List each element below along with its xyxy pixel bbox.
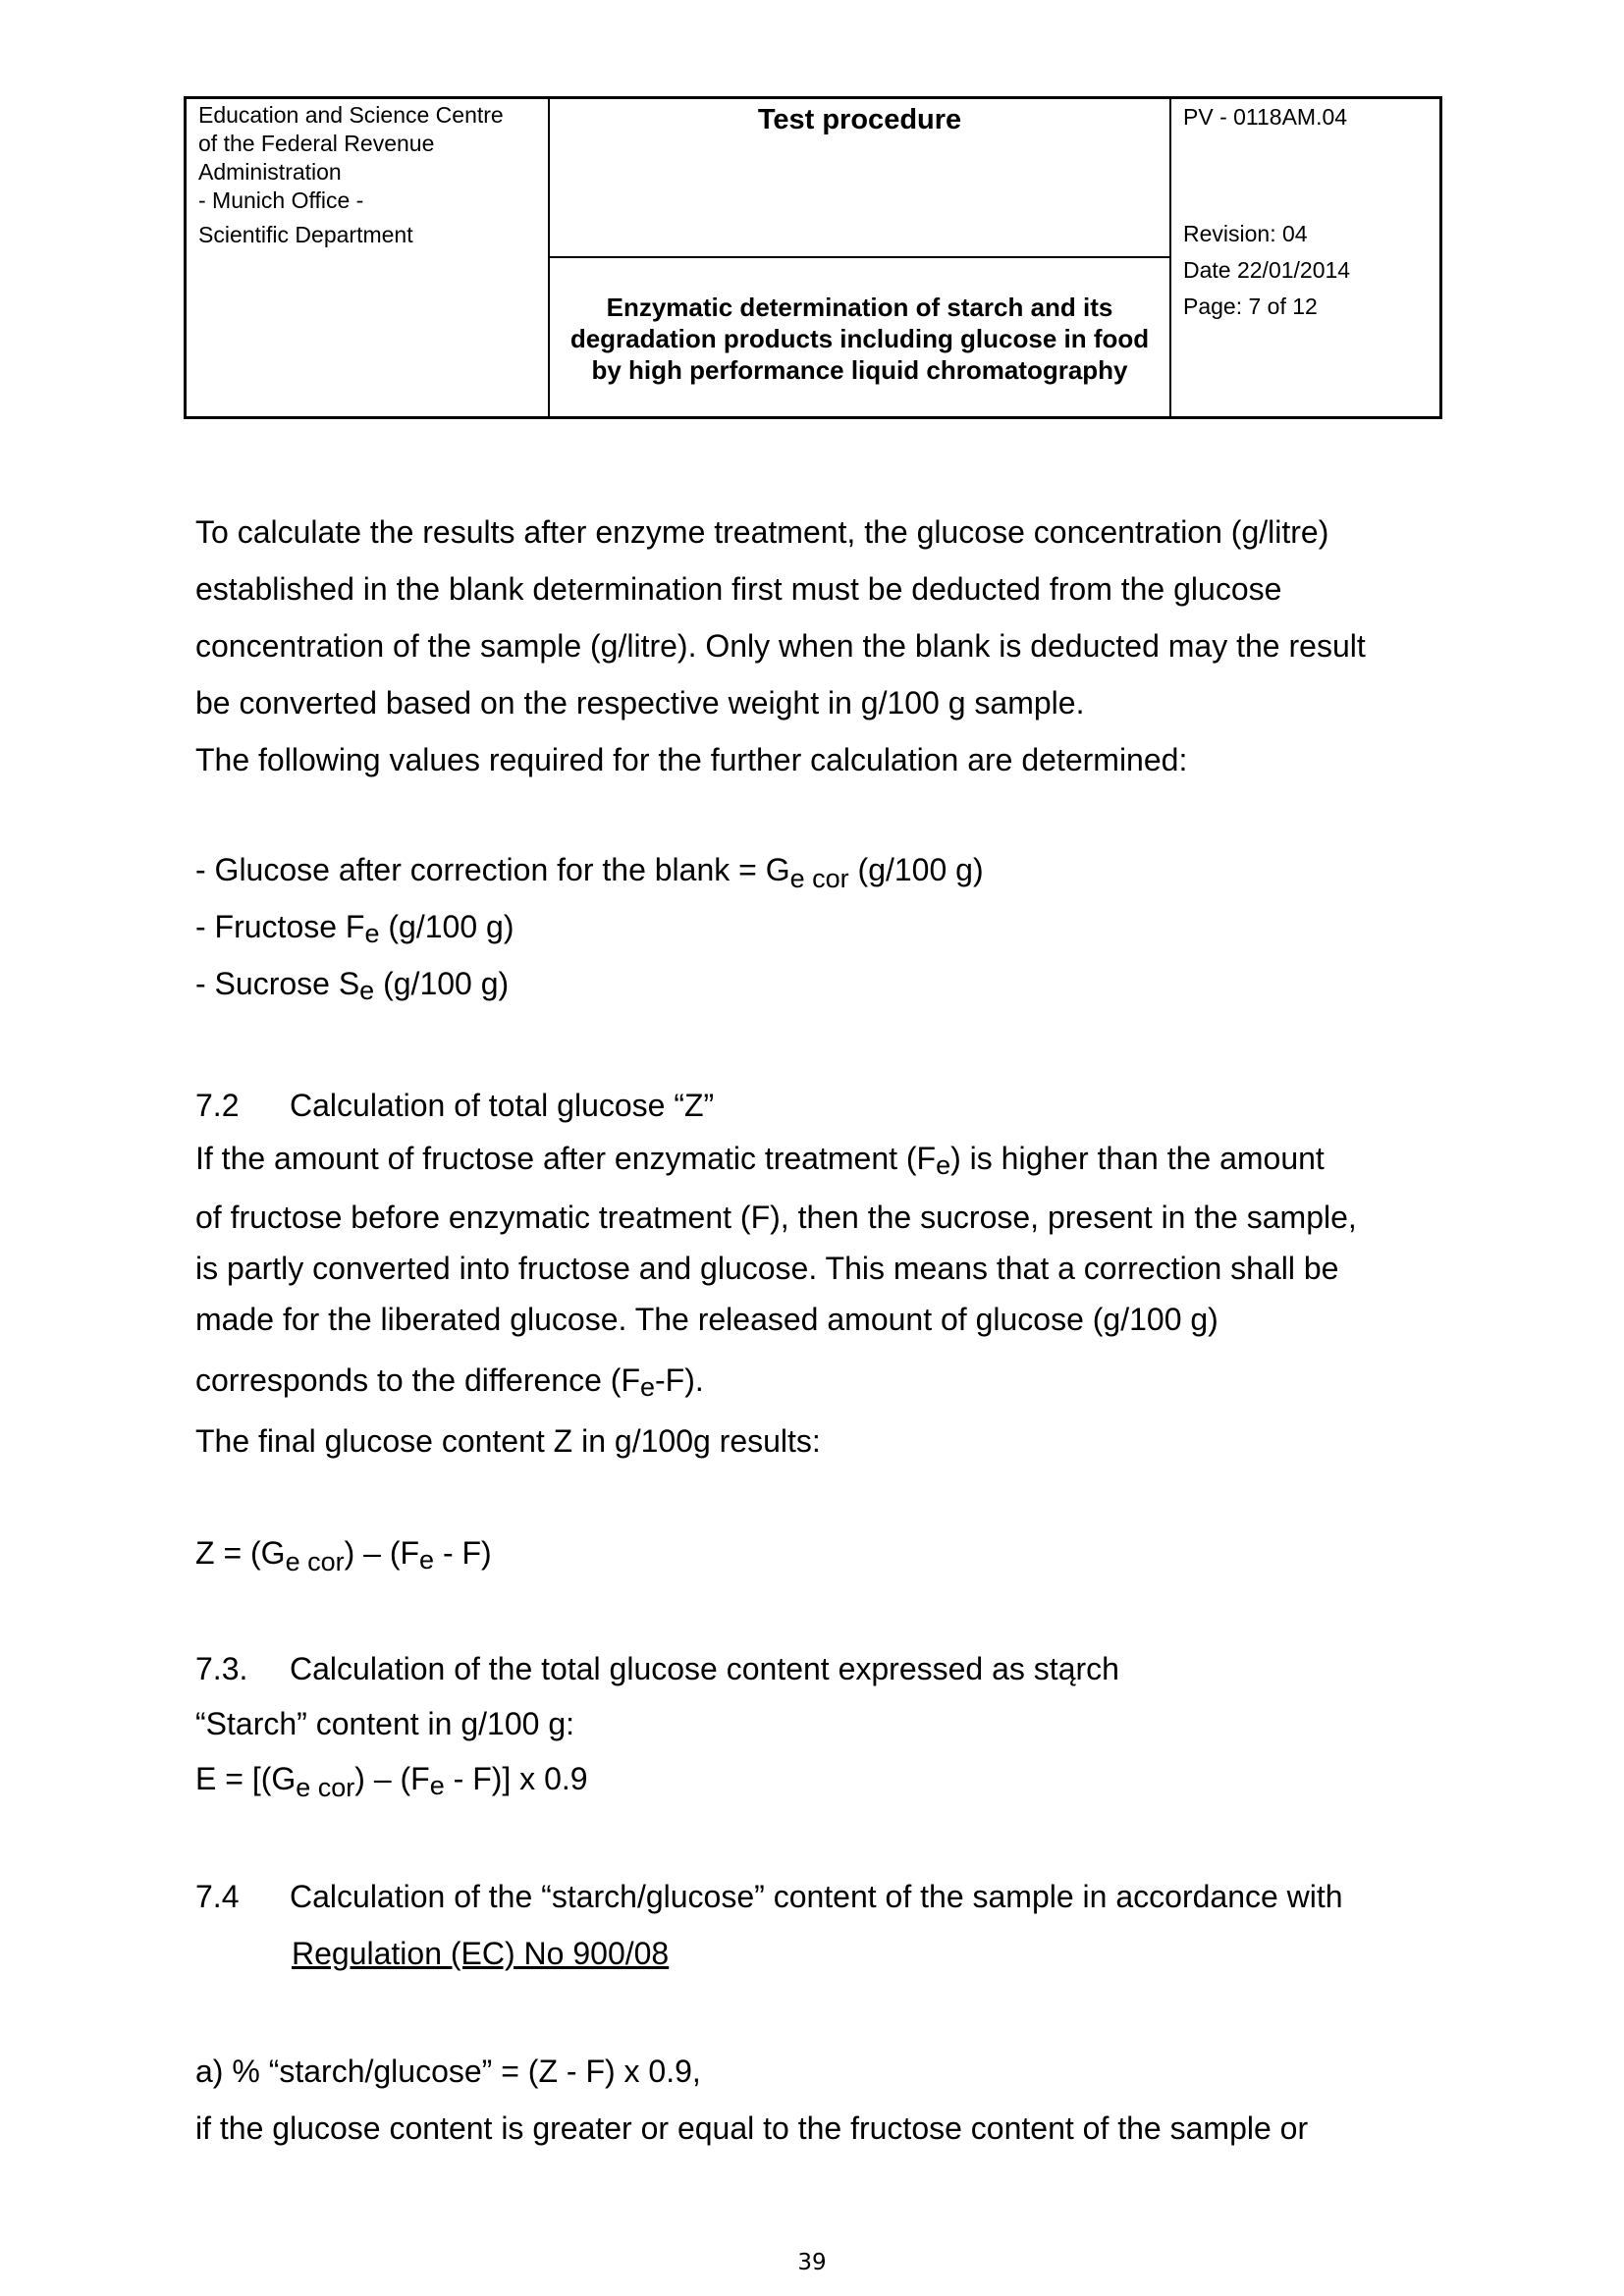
doc-type-heading: Test procedure [757, 104, 962, 135]
regulation-reference: Regulation (EC) No 900/08 [292, 1936, 670, 1971]
page-number: 39 [797, 2250, 827, 2275]
value-item-sucrose: - Sucrose Se (g/100 g) [195, 966, 510, 1005]
paragraph-line: established in the blank determination first must be deducted from the glucose [195, 571, 1282, 607]
list-item-a: a) % “starch/glucose” = (Z - F) x 0.9, [195, 2054, 701, 2089]
institution-line: Education and Science Centre [198, 102, 504, 128]
formula-e: $E = [(G_{e cor}) - (Fe - F)]$ x 0.9 [195, 1761, 588, 1802]
header-divider [550, 256, 1169, 258]
page-indicator: Page: 7 of 12 [1183, 294, 1318, 319]
revision-date: Date 22/01/2014 [1183, 257, 1351, 283]
paragraph-line: To calculate the results after enzyme treatment, the glucose concentration (g/litre) [195, 514, 1329, 550]
doc-id: PV - 0118AM.04 [1183, 104, 1348, 130]
section-heading-7-4: 7.4 Calculation of the “starch/glucose” content of the sample in accordance with [195, 1879, 1343, 1914]
institution-line: of the Federal Revenue [198, 131, 435, 156]
section-heading-7-3: 7.3. Calculation of the total glucose content expressed as stąrch [195, 1651, 1119, 1686]
paragraph-line: corresponds to the difference (Fe-F). [195, 1362, 704, 1402]
paragraph-line: of fructose before enzymatic treatment (F), then the sucrose, present in the sample, [195, 1200, 1357, 1235]
value-item-glucose: - Glucose after correction for the blank = $G_{e cor}$ (g/100 g) [195, 852, 984, 893]
paragraph-line: be converted based on the respective weight in g/100 g sample. [195, 685, 1085, 721]
paragraph-line: If the amount of fructose after enzymatic treatment (Fe) is higher than the amount [195, 1141, 1325, 1180]
header-institution-cell [187, 99, 548, 416]
doc-title: Enzymatic determination of starch and its degradation products including glucose in food by high performance liquid chromatography [569, 293, 1150, 385]
formula-z: $Z = (G_{e cor}) - (Fe - F)$ [195, 1535, 492, 1576]
paragraph-line: made for the liberated glucose. The released amount of glucose (g/100 g) [195, 1302, 1218, 1337]
paragraph-line: The following values required for the further calculation are determined: [195, 742, 1188, 777]
document-header-table [184, 96, 1442, 419]
paragraph-line: is partly converted into fructose and glucose. This means that a correction shall be [195, 1251, 1339, 1286]
paragraph-line: The final glucose content Z in g/100g results: [195, 1423, 821, 1459]
institution-line: - Munich Office - [198, 187, 364, 213]
institution-line: Administration [198, 159, 342, 185]
paragraph-line: concentration of the sample (g/litre). Only when the blank is deducted may the result [195, 628, 1366, 664]
department-line: Scientific Department [198, 222, 413, 247]
section-heading-7-2: 7.2 Calculation of total glucose “Z” [195, 1088, 715, 1123]
revision: Revision: 04 [1183, 221, 1308, 246]
paragraph-line: “Starch” content in g/100 g: [195, 1706, 574, 1741]
header-title-cell [548, 99, 1171, 416]
header-meta-cell [1171, 99, 1439, 416]
value-item-fructose: - Fructose Fe (g/100 g) [195, 909, 514, 948]
paragraph-line: if the glucose content is greater or equal to the fructose content of the sample or [195, 2110, 1309, 2146]
